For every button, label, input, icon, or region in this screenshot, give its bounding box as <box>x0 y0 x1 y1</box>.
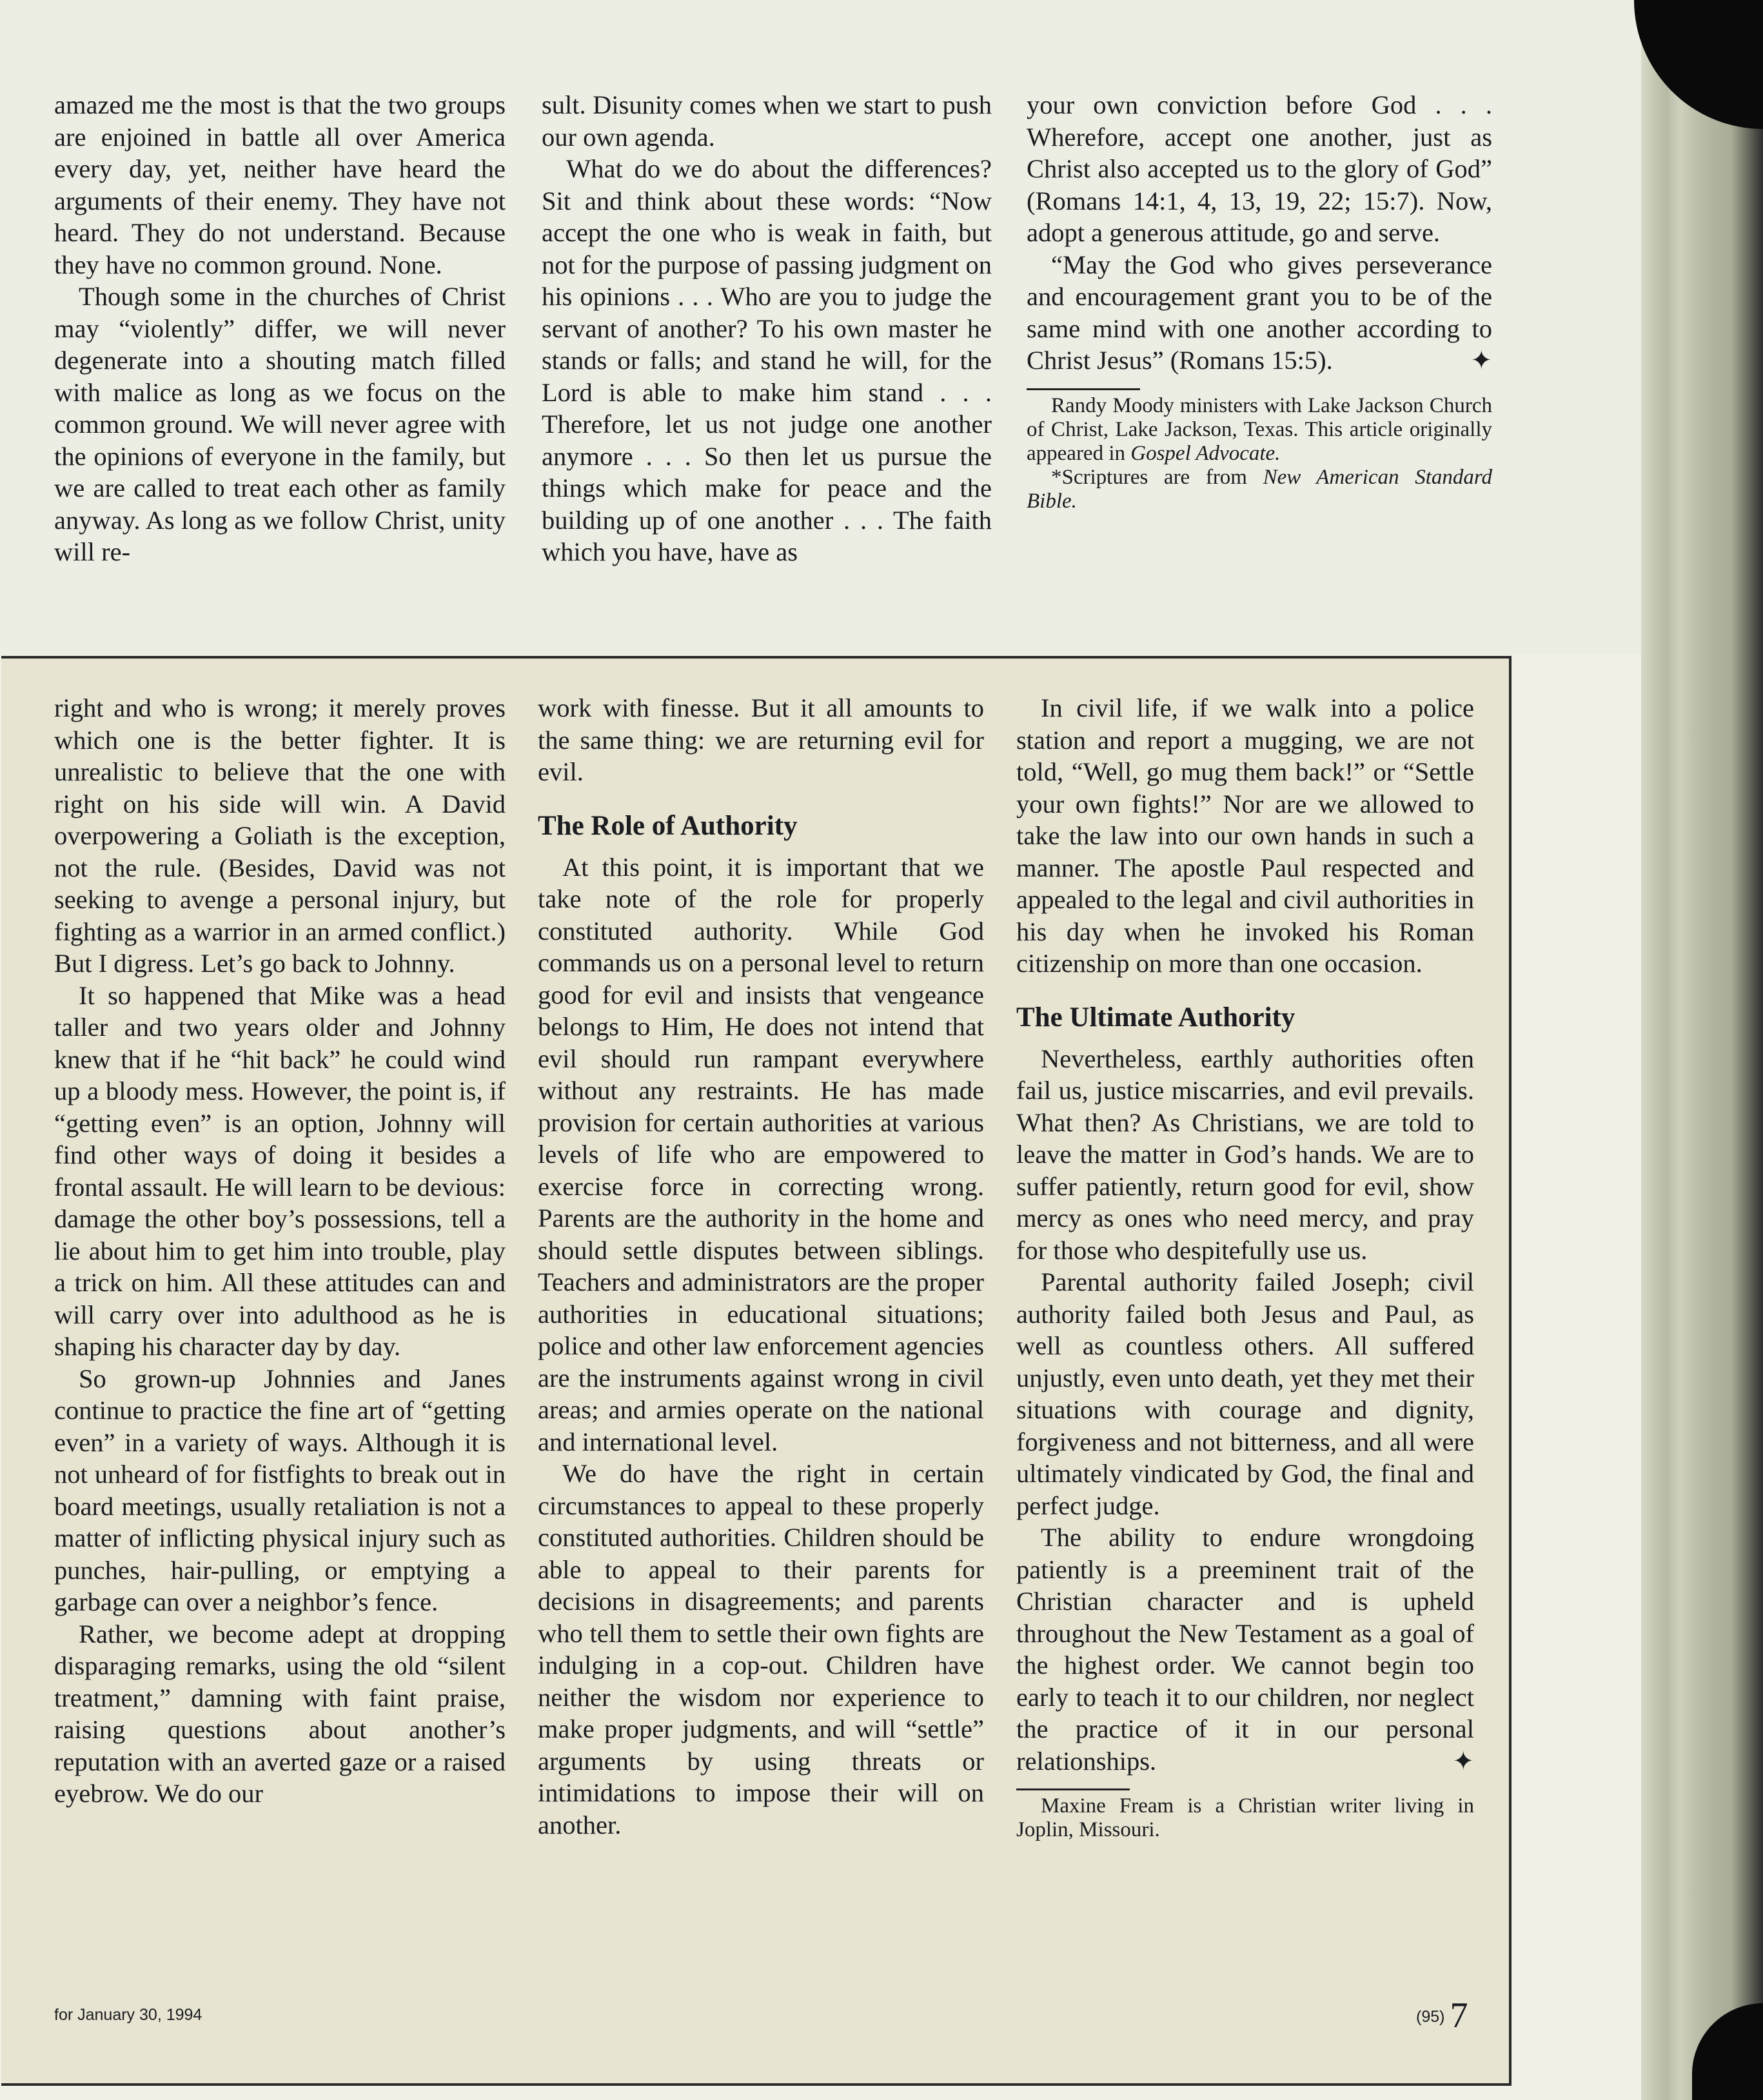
top-column-1 <box>54 89 506 568</box>
paragraph: your own conviction before God . . . Wherefore, accept one another, just as Christ also accepted us to the glory of God” (Romans 14:1, 4, 13, 19, 22; 15:7). Now, adopt a generous attitude, go and serve. <box>1027 90 1492 247</box>
paragraph: Rather, we become adept at dropping disparaging remarks, using the old “silent treatment,” damning with faint praise, raising questions about another’s reputation with an averted gaze or a raised eyebrow. We do our <box>54 1619 506 1808</box>
paragraph: In civil life, if we walk into a police station and report a mugging, we are not told, “Well, go mug them back!” or “Settle your own fights!” Nor are we allowed to take the law into our own hands in such a manner. The apostle Paul respected and appealed to the legal and civil authorities in his day when he invoked his Roman citizenship on more than one occasion. <box>1016 693 1474 978</box>
bible-version: New American Standard Bible. <box>1027 465 1492 513</box>
paragraph: Though some in the churches of Christ may “violently” differ, we will never degenerate into a shouting match filled with malice as long as we focus on the common ground. We will never agree with the opinions of everyone in the family, but we are called to treat each other as family anyway. As long as we follow Christ, unity will re- <box>54 282 506 566</box>
author-rule <box>1016 1788 1130 1790</box>
boxed-column-1 <box>54 692 506 1810</box>
paragraph <box>1016 1521 1474 1777</box>
paragraph: right and who is wrong; it merely proves which one is the better fighter. It is unrealistic to believe that the one with right on his side will win. A David overpowering a Goliath is the exception, not the rule. (Besides, David was not seeking to avenge a personal injury, but fighting as a warrior in an armed conflict.) But I digress. Let’s go back to Johnny. <box>54 693 506 978</box>
section-heading: The Role of Authority <box>538 810 798 841</box>
paragraph-text: The ability to endure wrongdoing patiently is a preeminent trait of the Christian character and is upheld throughout the New Testament as a goal of the highest order. We cannot begin too early to teach it to our children, nor neglect the practice of it in our personal relationships. <box>1016 1523 1474 1776</box>
page-number <box>1416 1995 1468 2036</box>
paragraph: Nevertheless, earthly authorities often fail us, justice miscarries, and evil prevails. What then? As Christians, we are told to leave the matter in God’s hands. We are to suffer patiently, return good for evil, show mercy as ones who need mercy, and pray for those who despitefully use us. <box>1016 1044 1474 1265</box>
paragraph: So grown-up Johnnies and Janes continue to practice the fine art of “getting even” in a variety of ways. Although it is not unheard of for fistfights to break out in board meetings, usually retaliation is not a matter of inflicting physical injury such as punches, hair-pulling, or emptying a garbage can over a neighbor’s fence. <box>54 1363 506 1616</box>
scripture-note-text: *Scriptures are from <box>1051 465 1247 489</box>
paragraph: At this point, it is important that we take note of the role for properly constituted authority. While God commands us on a personal level to return good for evil and insists that vengeance belongs to Him, He does not intend that evil should run rampant everywhere without any restraints. He has made provision for certain authorities at various levels of life who are empowered to exercise force in correcting wrong. Parents are the authority in the home and should settle disputes between siblings. Teachers and administrators are the proper authorities in educational situations; police and other law enforcement agencies are the instruments against wrong in civil areas; and armies operate on the national and international level. <box>538 852 984 1456</box>
paragraph <box>1027 249 1492 377</box>
paragraph: It so happened that Mike was a head taller and two years older and Johnny knew that if he “hit back” he could wind up a bloody mess. However, the point is, if “getting even” is an option, Johnny will find other ways of doing it besides a frontal assault. He will learn to be devious: damage the other boy’s possessions, tell a lie about him to get him into trouble, play a trick on him. All these attitudes can and will carry over into adulthood as he is shaping his character day by day. <box>54 980 506 1361</box>
end-of-article-icon: ✦ <box>1452 1746 1474 1776</box>
paragraph: sult. Disunity comes when we start to push our own agenda. <box>542 90 992 152</box>
issue-date: for January 30, 1994 <box>54 2006 202 2024</box>
magazine-page-number: 7 <box>1450 1996 1468 2036</box>
author-bio-text: Randy Moody ministers with Lake Jackson Church of Christ, Lake Jackson, Texas. This article originally appeared in <box>1027 393 1492 465</box>
boxed-column-2 <box>538 692 984 1841</box>
end-of-article-icon: ✦ <box>1470 346 1492 375</box>
author-bio <box>1027 394 1492 466</box>
author-rule <box>1027 388 1140 390</box>
issue-page-number: (95) <box>1416 2008 1445 2026</box>
boxed-column-3 <box>1016 692 1474 1842</box>
paragraph: What do we do about the differences? Sit and think about these words: “Now accept the one who is weak in faith, but not for the purpose of passing judgment on his opinions . . . Who are you to judge the servant of another? To his own master he stands or falls; and stand he will, for the Lord is able to make him stand . . . Therefore, let us not judge one another anymore . . . So then let us pursue the things which make for peace and the building up of one another . . . The faith which you have, have as <box>542 154 992 566</box>
paragraph: We do have the right in certain circumstances to appeal to these properly constituted authorities. Children should be able to appeal to their parents for decisions in disagreements; and parents who tell them to settle their own fights are indulging in a cop-out. Children have neither the wisdom nor experience to make proper judgments, and will “settle” arguments by using threats or intimidations to impose their will on another. <box>538 1459 984 1839</box>
book-page-edge <box>1641 0 1763 2100</box>
scripture-note <box>1027 466 1492 513</box>
paragraph: amazed me the most is that the two groups are enjoined in battle all over America every day, yet, neither have heard the arguments of their enemy. They have not heard. They do not understand. Because they have no common ground. None. <box>54 90 506 279</box>
paragraph: Parental authority failed Joseph; civil authority failed both Jesus and Paul, as well as countless others. All suffered unjustly, even unto death, yet they met their situations with courage and dignity, forgiveness and not bitterness, and all were ultimately vindicated by God, the final and perfect judge. <box>1016 1267 1474 1520</box>
author-bio: Maxine Fream is a Christian writer living in Joplin, Missouri. <box>1016 1794 1474 1841</box>
paragraph-text: “May the God who gives perseverance and encouragement grant you to be of the same mind with one another according to Christ Jesus” (Romans 15:5). <box>1027 250 1492 375</box>
publication-name: Gospel Advocate. <box>1130 441 1281 465</box>
section-heading: The Ultimate Authority <box>1016 1002 1295 1033</box>
top-column-3 <box>1027 89 1492 513</box>
paragraph: work with finesse. But it all amounts to the same thing: we are returning evil for evil. <box>538 693 984 786</box>
top-column-2 <box>542 89 992 568</box>
